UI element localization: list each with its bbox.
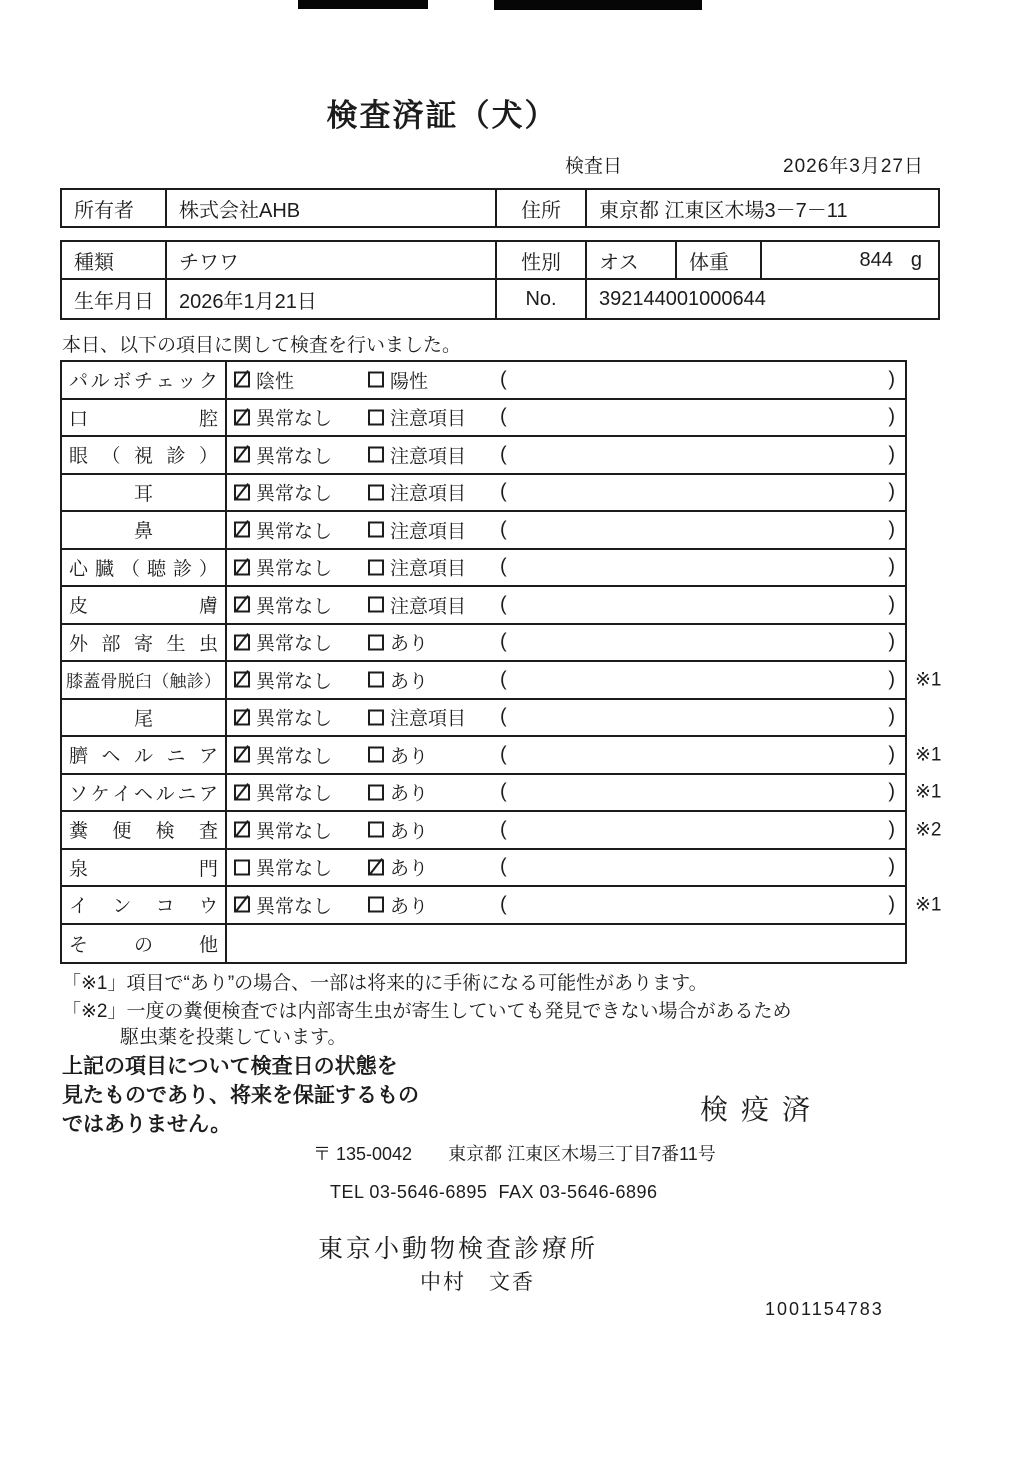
- birthdate-label: 生年月日: [62, 280, 167, 318]
- inspection-item-name: 臍 ヘ ル ニ ア: [62, 737, 227, 773]
- inspection-item-name: 外 部 寄 生 虫: [62, 625, 227, 661]
- scan-artifact: [298, 0, 428, 9]
- sex-value: オス: [587, 242, 677, 278]
- option-label: 異常なし: [256, 596, 333, 618]
- inspection-option-1: [234, 704, 332, 731]
- result-paren-close: ): [888, 555, 895, 578]
- inspection-option-2: [368, 741, 428, 768]
- inspection-row: [62, 925, 905, 963]
- inspection-item-name: 耳: [62, 475, 227, 511]
- inspection-item-name: 心 臓 （ 聴 診 ）: [62, 550, 227, 586]
- birthdate-value: 2026年1月21日: [167, 280, 497, 318]
- option-label: あり: [390, 783, 429, 805]
- option-label: 注意項目: [390, 708, 467, 730]
- result-paren-close: ): [888, 780, 895, 803]
- breed-value: チワワ: [167, 242, 497, 278]
- result-paren-close: ): [888, 405, 895, 428]
- weight-cell: [762, 242, 938, 278]
- checkbox-unchecked-icon: [368, 634, 384, 650]
- breed-label: 種類: [62, 242, 167, 278]
- inspection-date-value: 2026年3月27日: [783, 156, 924, 177]
- checkbox-checked-icon: [234, 897, 250, 913]
- result-paren-close: ): [888, 743, 895, 766]
- inspection-item-name: ソ ケ イ ヘ ル ニ ア: [62, 775, 227, 811]
- inspection-option-2: [368, 666, 428, 693]
- option-label: 注意項目: [390, 446, 467, 468]
- inspection-option-1: [234, 404, 332, 431]
- footnote-marker: ※1: [915, 894, 942, 916]
- option-label: 異常なし: [256, 746, 333, 768]
- inspection-option-2: [368, 366, 428, 393]
- inspection-option-1: [234, 891, 332, 918]
- checkbox-unchecked-icon: [368, 409, 384, 425]
- owner-label: 所有者: [62, 190, 167, 226]
- inspection-option-1: [234, 816, 332, 843]
- clinic-tel-fax: TEL 03-5646-6895 FAX 03-5646-6896: [330, 1182, 658, 1202]
- inspection-row: [62, 475, 905, 513]
- inspection-item-name: 尾: [62, 700, 227, 736]
- inspection-row: [62, 775, 942, 813]
- option-label: 異常なし: [256, 783, 333, 805]
- option-label: 異常なし: [256, 671, 333, 693]
- result-paren-open: (: [500, 480, 507, 503]
- inspection-row: [62, 362, 905, 400]
- checkbox-checked-icon: [234, 409, 250, 425]
- pet-info-row-1: [62, 242, 938, 280]
- inspection-row-body: [227, 437, 905, 473]
- inspection-item-name: 口 腔: [62, 400, 227, 436]
- inspection-row-body: [227, 625, 905, 661]
- disclaimer-line-3: ではありません。: [62, 1113, 232, 1136]
- checkbox-checked-icon: [234, 822, 250, 838]
- result-paren-open: (: [500, 630, 507, 653]
- result-paren-close: ): [888, 818, 895, 841]
- inspection-item-name: 皮 膚: [62, 587, 227, 623]
- option-label: あり: [390, 896, 429, 918]
- inspection-option-1: [234, 516, 332, 543]
- inspection-row-body: [227, 362, 905, 398]
- checkbox-unchecked-icon: [368, 784, 384, 800]
- result-paren-close: ): [888, 668, 895, 691]
- disclaimer-text: [62, 1052, 419, 1139]
- inspection-item-name: 糞 便 検 査: [62, 812, 227, 848]
- inspection-option-2: [368, 441, 466, 468]
- veterinarian-name: 中村 文香: [420, 1271, 535, 1294]
- footnote-2-line2: 駆虫薬を投薬しています。: [120, 1027, 347, 1048]
- option-label: 注意項目: [390, 521, 467, 543]
- option-label: 異常なし: [256, 821, 333, 843]
- inspection-option-1: [234, 741, 332, 768]
- checkbox-checked-icon: [234, 784, 250, 800]
- inspection-row: [62, 812, 942, 850]
- inspection-option-2: [368, 591, 466, 618]
- serial-number: 1001154783: [765, 1299, 884, 1319]
- result-paren-open: (: [500, 780, 507, 803]
- pet-info-row-2: [62, 280, 938, 318]
- checkbox-unchecked-icon: [368, 822, 384, 838]
- disclaimer-line-2: 見たものであり、将来を保証するもの: [62, 1084, 419, 1107]
- checkbox-checked-icon: [234, 372, 250, 388]
- checkbox-checked-icon: [234, 597, 250, 613]
- inspection-item-name: 泉 門: [62, 850, 227, 886]
- option-label: 異常なし: [256, 858, 333, 880]
- inspection-option-1: [234, 479, 332, 506]
- checkbox-unchecked-icon: [368, 372, 384, 388]
- inspection-row: [62, 625, 905, 663]
- checkbox-unchecked-icon: [368, 447, 384, 463]
- option-label: 異常なし: [256, 708, 333, 730]
- result-paren-open: (: [500, 593, 507, 616]
- option-label: あり: [390, 746, 429, 768]
- inspection-option-1: [234, 779, 332, 806]
- inspection-option-2: [368, 704, 466, 731]
- inspection-row-body: [227, 512, 905, 548]
- checkbox-checked-icon: [234, 709, 250, 725]
- inspection-row: [62, 437, 905, 475]
- checkbox-unchecked-icon: [368, 484, 384, 500]
- inspection-row-body: [227, 850, 905, 886]
- inspection-row-body: [227, 812, 905, 848]
- option-label: 陰性: [256, 371, 295, 393]
- checkbox-unchecked-icon: [368, 709, 384, 725]
- weight-value: 844: [859, 248, 893, 271]
- checkbox-checked-icon: [234, 747, 250, 763]
- inspection-row-body: [227, 475, 905, 511]
- result-paren-open: (: [500, 705, 507, 728]
- checkbox-unchecked-icon: [368, 672, 384, 688]
- inspection-option-1: [234, 366, 294, 393]
- inspection-item-name: 眼 （ 視 診 ）: [62, 437, 227, 473]
- inspection-option-2: [368, 891, 428, 918]
- option-label: 陽性: [390, 371, 429, 393]
- inspection-row-body: [227, 662, 905, 698]
- checkbox-unchecked-icon: [368, 597, 384, 613]
- checkbox-checked-icon: [234, 672, 250, 688]
- inspection-option-1: [234, 591, 332, 618]
- option-label: 注意項目: [390, 558, 467, 580]
- checkbox-unchecked-icon: [368, 522, 384, 538]
- inspection-option-2: [368, 479, 466, 506]
- inspection-option-1: [234, 666, 332, 693]
- inspection-row: [62, 400, 905, 438]
- inspection-option-1: [234, 441, 332, 468]
- result-paren-open: (: [500, 555, 507, 578]
- option-label: 異常なし: [256, 558, 333, 580]
- result-paren-close: ): [888, 480, 895, 503]
- inspection-row: [62, 512, 905, 550]
- result-paren-open: (: [500, 893, 507, 916]
- certificate-number-value: 392144001000644: [599, 287, 766, 310]
- option-label: 注意項目: [390, 483, 467, 505]
- inspection-option-2: [368, 629, 428, 656]
- inspection-option-1: [234, 854, 332, 881]
- inspection-option-2: [368, 516, 466, 543]
- result-paren-close: ): [888, 368, 895, 391]
- inspection-option-1: [234, 629, 332, 656]
- sex-label: 性別: [497, 242, 587, 278]
- inspection-item-name: そ の 他: [62, 925, 227, 963]
- inspection-row-body: [227, 925, 905, 963]
- owner-name: 株式会社AHB: [167, 190, 497, 226]
- result-paren-open: (: [500, 518, 507, 541]
- checkbox-checked-icon: [368, 859, 384, 875]
- checkbox-unchecked-icon: [234, 859, 250, 875]
- result-paren-open: (: [500, 368, 507, 391]
- inspection-row-body: [227, 700, 905, 736]
- inspection-row: [62, 662, 942, 700]
- option-label: 異常なし: [256, 446, 333, 468]
- result-paren-close: ): [888, 518, 895, 541]
- owner-table: [60, 188, 940, 228]
- checkbox-checked-icon: [234, 522, 250, 538]
- inspection-row: [62, 700, 905, 738]
- address-label: 住所: [497, 190, 587, 226]
- checkbox-unchecked-icon: [368, 747, 384, 763]
- footnote-2-line1: 「※2」一度の糞便検査では内部寄生虫が寄生していても発見できない場合があるため: [62, 1001, 792, 1022]
- intro-text: 本日、以下の項目に関して検査を行いました。: [62, 335, 462, 356]
- result-paren-open: (: [500, 405, 507, 428]
- option-label: 注意項目: [390, 408, 467, 430]
- checkbox-unchecked-icon: [368, 897, 384, 913]
- option-label: あり: [390, 671, 429, 693]
- checkbox-checked-icon: [234, 634, 250, 650]
- inspection-row-body: [227, 775, 905, 811]
- inspection-option-2: [368, 779, 428, 806]
- option-label: 異常なし: [256, 521, 333, 543]
- result-paren-open: (: [500, 818, 507, 841]
- result-paren-close: ): [888, 443, 895, 466]
- result-paren-close: ): [888, 593, 895, 616]
- page-title: 検査済証（犬）: [326, 98, 558, 133]
- inspection-option-2: [368, 854, 428, 881]
- result-paren-close: ): [888, 630, 895, 653]
- option-label: 異常なし: [256, 633, 333, 655]
- inspection-item-name: イ ン コ ウ: [62, 887, 227, 923]
- inspection-row-body: [227, 400, 905, 436]
- inspection-option-2: [368, 816, 428, 843]
- inspection-option-1: [234, 554, 332, 581]
- inspection-item-name: 鼻: [62, 512, 227, 548]
- inspection-row-body: [227, 587, 905, 623]
- inspection-row: [62, 550, 905, 588]
- option-label: 異常なし: [256, 483, 333, 505]
- inspection-option-2: [368, 404, 466, 431]
- option-label: あり: [390, 821, 429, 843]
- quarantine-stamp: 検疫済: [700, 1094, 824, 1125]
- inspection-table: [60, 360, 942, 964]
- owner-address: 東京都 江東区木場3－7－11: [599, 199, 848, 222]
- option-label: あり: [390, 858, 429, 880]
- option-label: 注意項目: [390, 596, 467, 618]
- inspection-row: [62, 887, 942, 925]
- inspection-row: [62, 737, 942, 775]
- disclaimer-line-1: 上記の項目について検査日の状態を: [62, 1055, 398, 1078]
- result-paren-close: ): [888, 855, 895, 878]
- clinic-name: 東京小動物検査診療所: [318, 1235, 599, 1263]
- result-paren-open: (: [500, 443, 507, 466]
- footnote-marker: ※2: [915, 819, 942, 841]
- inspection-row-body: [227, 550, 905, 586]
- result-paren-open: (: [500, 668, 507, 691]
- checkbox-checked-icon: [234, 447, 250, 463]
- inspection-option-2: [368, 554, 466, 581]
- result-paren-open: (: [500, 743, 507, 766]
- footnote-marker: ※1: [915, 744, 942, 766]
- pet-info-table: [60, 240, 940, 320]
- option-label: 異常なし: [256, 896, 333, 918]
- result-paren-open: (: [500, 855, 507, 878]
- footnote-1: 「※1」項目で“あり”の場合、一部は将来的に手術になる可能性があります。: [62, 973, 708, 994]
- footnote-marker: ※1: [915, 781, 942, 803]
- inspection-row-body: [227, 887, 905, 923]
- certificate-number-label: No.: [497, 280, 587, 318]
- inspection-row: [62, 850, 905, 888]
- weight-label: 体重: [677, 242, 762, 278]
- clinic-postal-address: 〒 135-0042 東京都 江東区木場三丁目7番11号: [313, 1144, 716, 1164]
- footnote-marker: ※1: [915, 669, 942, 691]
- scan-artifact: [494, 0, 702, 10]
- inspection-row: [62, 587, 905, 625]
- inspection-date-label: 検査日: [565, 156, 623, 177]
- checkbox-checked-icon: [234, 559, 250, 575]
- inspection-item-name: 膝 蓋 骨 脱 臼 （ 触 診 ）: [62, 662, 227, 698]
- checkbox-unchecked-icon: [368, 559, 384, 575]
- inspection-row-body: [227, 737, 905, 773]
- checkbox-checked-icon: [234, 484, 250, 500]
- weight-unit: g: [910, 248, 922, 271]
- option-label: あり: [390, 633, 429, 655]
- inspection-item-name: パ ル ボ チ ェ ッ ク: [62, 362, 227, 398]
- option-label: 異常なし: [256, 408, 333, 430]
- result-paren-close: ): [888, 893, 895, 916]
- result-paren-close: ): [888, 705, 895, 728]
